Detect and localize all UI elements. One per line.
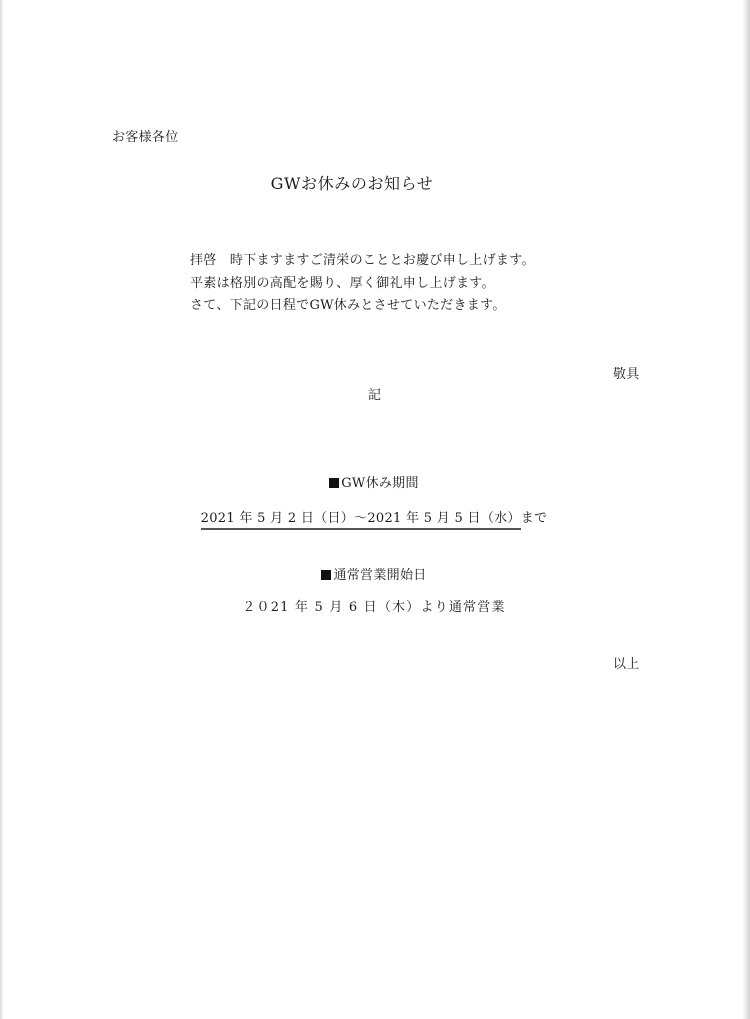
greeting-line: 拝啓 時下ますますご清栄のこととお慶び申し上げます。 (190, 253, 535, 268)
gw-period-range: 2021 年 5 月 2 日（日）～2021 年 5 月 5 日（水） (201, 511, 521, 530)
gw-period-heading-text: GW休み期間 (341, 476, 419, 491)
ki-marker: 記 (368, 388, 382, 403)
closing-ijou: 以上 (613, 657, 640, 672)
black-square-icon (329, 478, 339, 488)
resume-date: ２０21 年 5 月 6 日（木）より通常営業 (242, 600, 506, 615)
resume-heading (0, 568, 748, 584)
addressee: お客様各位 (112, 130, 179, 145)
black-square-icon (321, 570, 331, 580)
announcement-line: さて、下記の日程でGW休みとさせていただきます。 (190, 298, 506, 313)
gw-period-suffix: まで (520, 511, 548, 526)
page-edge-right (742, 0, 750, 1019)
resume-heading-text: 通常営業開始日 (333, 568, 427, 583)
page-edge-left (0, 0, 4, 1019)
gw-period-line (0, 511, 748, 527)
page-title: GWお休みのお知らせ (270, 174, 434, 193)
thanks-line: 平素は格別の高配を賜り、厚く御礼申し上げます。 (190, 276, 495, 291)
closing-keigu: 敬具 (613, 367, 640, 382)
gw-period-heading (0, 476, 748, 492)
